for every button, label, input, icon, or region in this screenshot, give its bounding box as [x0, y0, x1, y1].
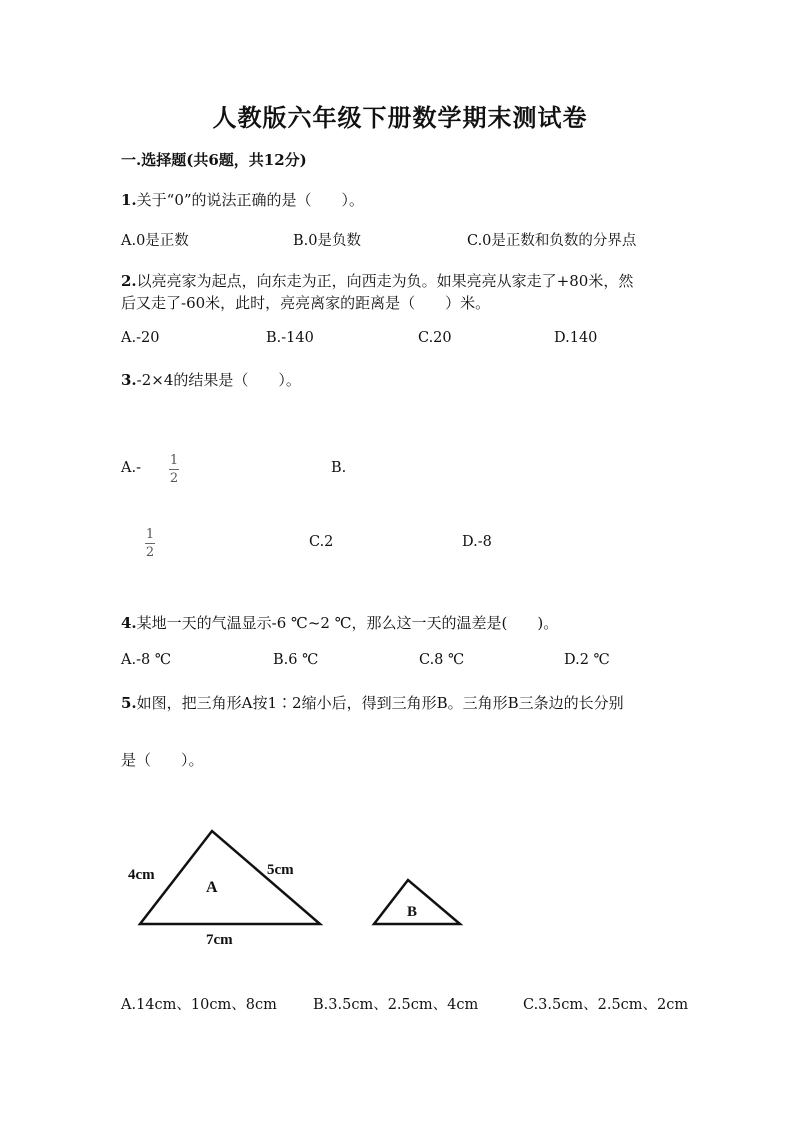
q2-option-a: A.-20 — [121, 330, 160, 346]
q2-option-c: C.20 — [418, 330, 452, 346]
q4-option-b: B.6 ℃ — [273, 652, 319, 668]
question-text: 关于“0”的说法正确的是（ ）。 — [136, 191, 365, 209]
question-text-line1: 如图，把三角形A按1∶2缩小后，得到三角形B。三角形B三条边的长分别 — [136, 694, 624, 712]
q4-option-a: A.-8 ℃ — [121, 652, 172, 668]
question-number: 4. — [121, 614, 137, 632]
question-number: 5. — [121, 694, 137, 712]
fraction-one-half — [169, 454, 179, 485]
question-text-line2: 是（ ）。 — [121, 751, 204, 769]
question-text-line1: 以亮亮家为起点，向东走为正，向西走为负。如果亮亮从家走了+80米，然 — [136, 272, 634, 290]
q3-option-c: C.2 — [309, 534, 334, 550]
page-title: 人教版六年级下册数学期末测试卷 — [212, 103, 588, 132]
q5-option-a: A.14cm、10cm、8cm — [121, 997, 277, 1013]
q2-option-b: B.-140 — [266, 330, 314, 346]
q5-option-b: B.3.5cm、2.5cm、4cm — [313, 997, 479, 1013]
question-1 — [121, 189, 364, 210]
fraction-denominator: 2 — [169, 471, 179, 486]
q1-option-a: A.0是正数 — [121, 233, 189, 249]
fraction-numerator: 1 — [145, 527, 155, 542]
question-text: 某地一天的气温显示-6 ℃~2 ℃，那么这一天的温差是( )。 — [136, 614, 559, 632]
fraction-bar — [145, 543, 155, 544]
fraction-bar — [169, 469, 179, 470]
question-2 — [121, 270, 633, 291]
q3-option-b: B. — [331, 460, 347, 476]
fraction-one-half — [145, 528, 155, 559]
q2-option-d: D.140 — [554, 330, 598, 346]
triangle-b-name-label: B — [407, 904, 418, 920]
section-heading: 一.选择题(共6题，共12分) — [121, 151, 307, 169]
q1-option-b: B.0是负数 — [293, 233, 361, 249]
question-3 — [121, 369, 301, 390]
q1-option-c: C.0是正数和负数的分界点 — [467, 233, 637, 249]
q3-option-d: D.-8 — [462, 534, 492, 550]
question-text: -2×4的结果是（ ）。 — [136, 371, 301, 389]
q3-option-a: A.- — [121, 460, 141, 476]
triangle-a-right-side-label: 5cm — [267, 862, 294, 878]
question-number: 2. — [121, 272, 137, 290]
question-number: 3. — [121, 371, 137, 389]
triangle-a-name-label: A — [206, 879, 218, 896]
question-4 — [121, 612, 558, 633]
fraction-numerator: 1 — [169, 453, 179, 468]
question-5 — [121, 692, 624, 713]
triangle-a-left-side-label: 4cm — [128, 867, 155, 883]
q4-option-c: C.8 ℃ — [419, 652, 465, 668]
fraction-denominator: 2 — [145, 545, 155, 560]
triangle-a-base-label: 7cm — [206, 932, 233, 948]
question-number: 1. — [121, 191, 137, 209]
q5-option-c: C.3.5cm、2.5cm、2cm — [523, 997, 689, 1013]
triangle-figure — [110, 820, 480, 960]
question-text-line2: 后又走了-60米，此时，亮亮离家的距离是（ ）米。 — [121, 294, 491, 312]
q4-option-d: D.2 ℃ — [564, 652, 610, 668]
